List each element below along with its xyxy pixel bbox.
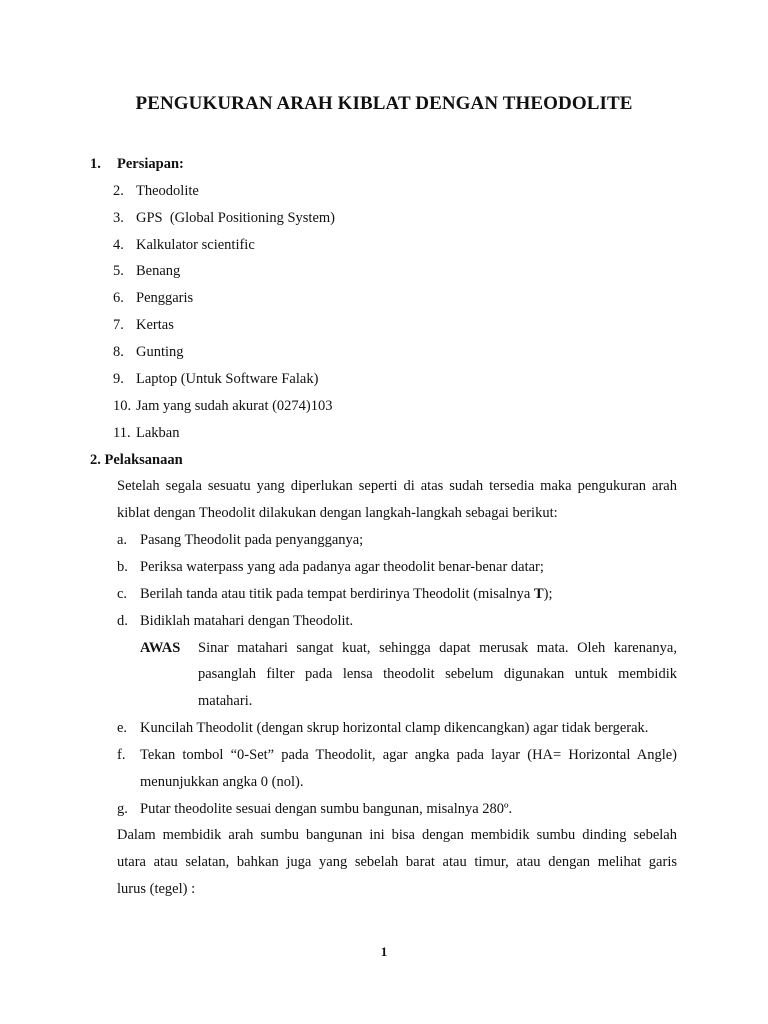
paragraph-line: Dalam membidik arah sumbu bangunan ini bisa dengan membidik sumbu dinding sebelah bbox=[117, 827, 677, 843]
step-text-bold: T bbox=[533, 586, 544, 602]
awas-label: AWAS bbox=[140, 640, 181, 656]
list-item-number: 11. bbox=[113, 425, 131, 441]
awas-line: matahari. bbox=[198, 693, 253, 709]
step-letter: e. bbox=[117, 720, 128, 736]
step-letter: g. bbox=[117, 801, 128, 817]
list-item: Theodolite bbox=[136, 183, 199, 199]
awas-line: Sinar matahari sangat kuat, sehingga dapat merusak mata. Oleh karenanya, bbox=[198, 640, 677, 656]
list-item: GPS (Global Positioning System) bbox=[136, 210, 335, 226]
step-letter: d. bbox=[117, 613, 128, 629]
step-text: Pasang Theodolit pada penyangganya; bbox=[140, 532, 364, 548]
step-letter: b. bbox=[117, 559, 128, 575]
list-item-number: 10. bbox=[113, 398, 132, 414]
list-item-number: 8. bbox=[113, 344, 124, 360]
section2-heading: 2. Pelaksanaan bbox=[90, 452, 183, 468]
list-item: Kalkulator scientific bbox=[136, 237, 255, 253]
page-number: 1 bbox=[380, 944, 388, 959]
list-item: Kertas bbox=[136, 317, 174, 333]
step-text: Periksa waterpass yang ada padanya agar theodolit benar-benar datar; bbox=[140, 559, 544, 575]
step-text bbox=[140, 584, 552, 604]
step-text: Bidiklah matahari dengan Theodolit. bbox=[140, 613, 354, 629]
step-text: Kuncilah Theodolit (dengan skrup horizontal clamp dikencangkan) agar tidak bergerak. bbox=[140, 720, 649, 736]
list-item-number: 7. bbox=[113, 317, 124, 333]
list-item: Penggaris bbox=[136, 290, 194, 306]
list-item-number: 3. bbox=[113, 210, 124, 226]
list-item-number: 6. bbox=[113, 290, 124, 306]
step-letter: a. bbox=[117, 532, 128, 548]
paragraph-line: lurus (tegel) : bbox=[117, 881, 196, 897]
step-letter: f. bbox=[117, 747, 126, 763]
list-item: Jam yang sudah akurat (0274)103 bbox=[136, 398, 333, 414]
list-item-number: 4. bbox=[113, 237, 124, 253]
list-item-number: 2. bbox=[113, 183, 124, 199]
step-letter: c. bbox=[117, 586, 128, 602]
list-item: Benang bbox=[136, 263, 181, 279]
step-text: menunjukkan angka 0 (nol). bbox=[140, 774, 304, 790]
list-item-number: 9. bbox=[113, 371, 124, 387]
section1-number: 1. bbox=[90, 156, 101, 172]
list-item-number: 5. bbox=[113, 263, 124, 279]
list-item: Lakban bbox=[136, 425, 180, 441]
paragraph-line: utara atau selatan, bahkan juga yang sebelah barat atau timur, atau dengan melihat garis bbox=[117, 854, 677, 870]
step-text-part: ); bbox=[543, 586, 553, 602]
page-title: PENGUKURAN ARAH KIBLAT DENGAN THEODOLITE bbox=[135, 93, 633, 114]
step-text: Putar theodolite sesuai dengan sumbu bangunan, misalnya 280º. bbox=[140, 801, 513, 817]
list-item: Gunting bbox=[136, 344, 184, 360]
step-text: Tekan tombol “0-Set” pada Theodolit, agar angka pada layar (HA= Horizontal Angle) bbox=[140, 747, 677, 763]
step-text-part: Berilah tanda atau titik pada tempat berdirinya Theodolit (misalnya bbox=[140, 586, 534, 602]
paragraph-line: Setelah segala sesuatu yang diperlukan seperti di atas sudah tersedia maka pengukuran arah bbox=[117, 478, 677, 494]
awas-line: pasanglah filter pada lensa theodolit sebelum digunakan untuk membidik bbox=[198, 666, 677, 682]
section1-heading: Persiapan: bbox=[117, 156, 184, 172]
list-item: Laptop (Untuk Software Falak) bbox=[136, 371, 319, 387]
paragraph-line: kiblat dengan Theodolit dilakukan dengan langkah-langkah sebagai berikut: bbox=[117, 505, 558, 521]
